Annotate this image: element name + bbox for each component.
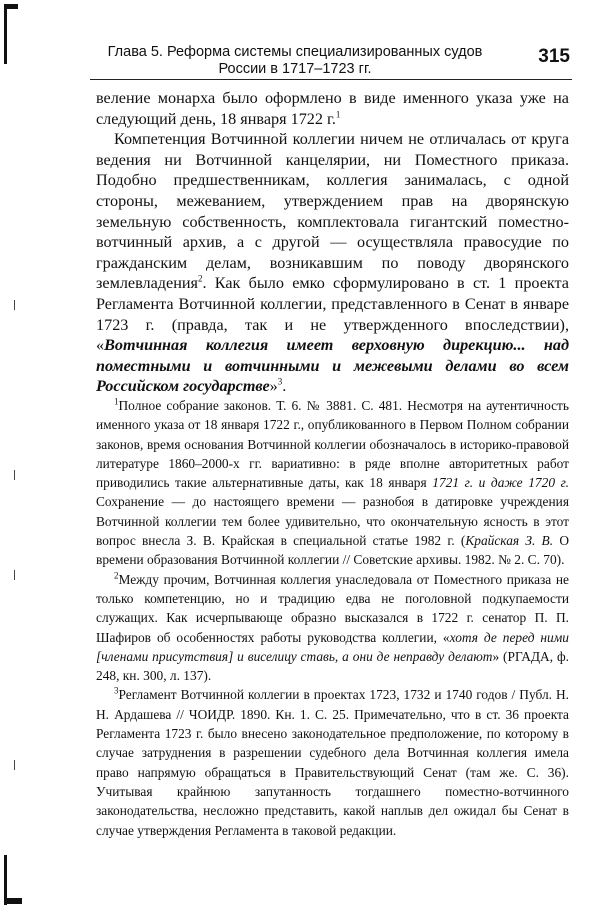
scan-tick — [14, 570, 15, 580]
paragraph-2: Компетенция Вотчинной коллегии ничем не отличалась от круга ведения ни Вотчинной канцелярии, ни Поместного приказа. Подобно предшественникам, коллегия занималась, с одной стороны, межеванием, утверждением прав на дворянскую земельную собственность, комплектовала гигантский поместно-вотчинный архив, а с другой — осуществляла правосудие по гражданским делам, возникавшим по поводу дворянского землевладения$^2$. Как было емко сформулировано в ст. 1 проекта Регламента Вотчинной коллегии, представленного в Сенат в январе 1723 г. (правда, так и не утвержденного впоследствии), «Вотчинная коллегия имеет верховную дирекцию... над поместными и вотчинными и межевыми делами во всем Российском государстве»$^3$. — [96, 130, 569, 396]
header-title-line1: Глава 5. Реформа системы специализированных судов — [107, 44, 483, 60]
footnote-2-marker: 2 — [114, 570, 119, 581]
scan-edge-corner-bottom — [4, 898, 22, 904]
footnote-ref-1: 1 — [335, 109, 341, 120]
footnote-ref-3: 3 — [277, 376, 283, 387]
header-title-line2: России в 1717–1723 гг. — [218, 61, 372, 77]
header-divider — [90, 79, 572, 80]
main-text — [96, 88, 569, 397]
footnote-2: $^2$Между прочим, Вотчинная коллегия унаследовала от Поместного приказа не только компетенцию, но и традицию едва не поголовной подкупаемости служащих. Как исчерпывающе образно высказался в 1722 г. сенатор П. П. Шафиров об особенностях работы руководства коллегии, «хотя де перед ними [членами присутствия] и виселицу ставь, а они де неправду делают» (РГАДА, ф. 248, кн. 300, л. 137). — [96, 570, 569, 684]
paragraph-1: веление монарха было оформлено в виде именного указа уже на следующий день, 18 января 1722 г.$^1$ — [96, 89, 569, 128]
scan-tick — [14, 760, 15, 770]
footnotes — [96, 396, 569, 840]
footnote-1: $^1$Полное собрание законов. Т. 6. № 3881. С. 481. Несмотря на аутентичность именного указа от 18 января 1722 г., опубликованного в Первом Полном собрании законов, время основания Вотчинной коллегии обозначалось в историко-правовой литературе 1860–2000-х гг. вариативно: в ряде вполне авторитетных работ приводились такие альтернативные даты, как 18 января 1721 г. и даже 1720 г. Сохранение — до настоящего времени — разнобоя в датировке учреждения Вотчинной коллегии тем более удивительно, что окончательную ясность в этот вопрос внесла З. В. Крайская в специальной статье 1982 г. (Крайская З. В. О времени образования Вотчинной коллегии // Советские архивы. 1982. № 2. С. 70). — [96, 396, 570, 568]
footnote-1-marker: 1 — [114, 396, 119, 407]
scan-tick — [14, 470, 15, 480]
running-header — [90, 44, 570, 84]
shafirov-quote: хотя де перед ними [членами присутствия] и виселицу ставь, а они де неправду делают — [96, 629, 569, 664]
regulation-quote: Вотчинная коллегия имеет верховную дирекцию... над поместными и вотчинными и межевыми делами во всем Российском государстве — [96, 336, 569, 396]
page-number: 315 — [538, 46, 570, 67]
footnote-3: $^3$Регламент Вотчинной коллегии в проектах 1723, 1732 и 1740 годов / Публ. Н. Н. Ардашева // ЧОИДР. 1890. Кн. 1. С. 25. Примечательно, что в ст. 36 проекта Регламента 1723 г. было внесено законодательное предположение, по которому в случае затруднения в разрешении судебного дела Вотчинная коллегия имела право напрямую обращаться в Правительствующий Сенат (там же. С. 36). Учитывая крайнюю запутанность тогдашнего поместно-вотчинного законодательства, несложно представить, какой наплыв дел ожидал бы Сенат в случае утверждения Регламента в таковой редакции. — [96, 685, 569, 838]
footnote-3-marker: 3 — [114, 685, 119, 696]
scan-tick — [14, 300, 15, 310]
running-header-title — [90, 44, 500, 78]
cited-author: Крайская З. В. — [465, 533, 554, 549]
scan-edge-spine-top — [4, 4, 7, 64]
footnote-ref-2: 2 — [197, 273, 203, 284]
